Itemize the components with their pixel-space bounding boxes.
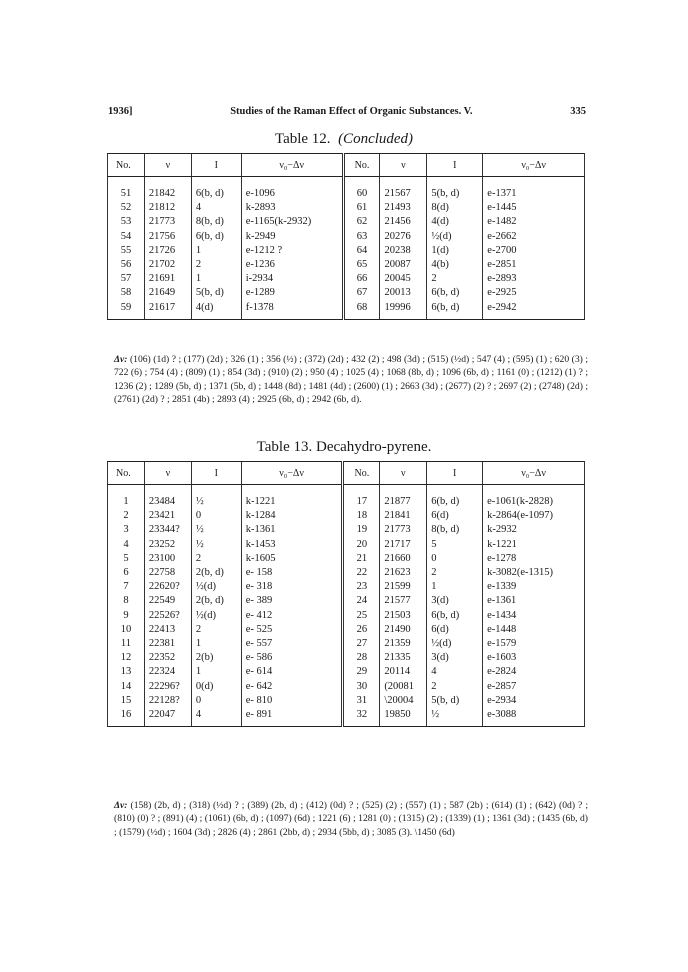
cell-no: 68 xyxy=(343,301,380,320)
table12-title: Table 12. (Concluded) xyxy=(274,131,414,147)
cell-intensity: 1 xyxy=(191,637,241,651)
cell-no: 1 xyxy=(108,495,145,509)
cell-no: 13 xyxy=(108,665,145,679)
cell-assignment: e- 891 xyxy=(241,708,343,727)
table-row xyxy=(108,680,585,694)
cell-intensity: 6(b, d) xyxy=(191,187,241,201)
cell-intensity: 2 xyxy=(427,272,483,286)
cell-no: 65 xyxy=(343,258,380,272)
cell-no: 26 xyxy=(343,623,380,637)
cell-nu: 22352 xyxy=(144,651,191,665)
cell-nu: 21756 xyxy=(144,230,191,244)
cell-no: 9 xyxy=(108,609,145,623)
table-row xyxy=(108,566,585,580)
cell-assignment: k-2932 xyxy=(483,523,585,537)
cell-no: 29 xyxy=(343,665,380,679)
cell-nu: 23421 xyxy=(144,509,191,523)
cell-nu: 21660 xyxy=(380,552,427,566)
table-row xyxy=(108,215,585,229)
cell-intensity: 2 xyxy=(427,566,483,580)
column-header-assignment: ν₀−Δν xyxy=(483,462,585,485)
cell-assignment: k-1221 xyxy=(241,495,343,509)
column-header-assignment: ν₀−Δν xyxy=(241,462,343,485)
cell-assignment: e- 642 xyxy=(241,680,343,694)
column-header-assignment: ν₀−Δν xyxy=(483,154,585,177)
cell-assignment: e-2857 xyxy=(483,680,585,694)
cell-intensity: 1 xyxy=(427,580,483,594)
cell-intensity: ½(d) xyxy=(427,637,483,651)
cell-no: 63 xyxy=(343,230,380,244)
running-head xyxy=(108,106,586,117)
column-header-no: No. xyxy=(343,154,380,177)
cell-assignment: e-2942 xyxy=(483,301,585,320)
table-row xyxy=(108,509,585,523)
cell-no: 56 xyxy=(108,258,145,272)
cell-intensity: 5(b, d) xyxy=(191,286,241,300)
table13-title: Table 13. Decahydro-pyrene. xyxy=(256,439,432,455)
cell-nu: 23344? xyxy=(144,523,191,537)
cell-nu: 20045 xyxy=(380,272,427,286)
cell-assignment: e-1236 xyxy=(241,258,343,272)
cell-no: 10 xyxy=(108,623,145,637)
cell-intensity: 1 xyxy=(191,244,241,258)
cell-assignment: i-2934 xyxy=(241,272,343,286)
cell-assignment: e-1061(k-2828) xyxy=(483,495,585,509)
cell-intensity: ½ xyxy=(191,495,241,509)
cell-no: 19 xyxy=(343,523,380,537)
cell-intensity: 6(b, d) xyxy=(191,230,241,244)
cell-nu: 22324 xyxy=(144,665,191,679)
cell-nu: 22620? xyxy=(144,580,191,594)
column-header-intensity: I xyxy=(191,154,241,177)
cell-intensity: 5(b, d) xyxy=(427,187,483,201)
cell-no: 32 xyxy=(343,708,380,727)
cell-no: 16 xyxy=(108,708,145,727)
cell-nu: 20276 xyxy=(380,230,427,244)
article-title: Studies of the Raman Effect of Organic Substances. V. xyxy=(230,106,473,117)
cell-nu: 20087 xyxy=(380,258,427,272)
column-header-intensity: I xyxy=(427,154,483,177)
cell-intensity: 6(b, d) xyxy=(427,301,483,320)
cell-intensity: 8(d) xyxy=(427,201,483,215)
column-header-nu: ν xyxy=(144,462,191,485)
cell-nu: 21691 xyxy=(144,272,191,286)
column-header-no: No. xyxy=(108,462,145,485)
table-row xyxy=(108,552,585,566)
table-row xyxy=(108,301,585,320)
cell-assignment: e- 525 xyxy=(241,623,343,637)
cell-nu: 20238 xyxy=(380,244,427,258)
cell-assignment: k-2949 xyxy=(241,230,343,244)
cell-nu: 21726 xyxy=(144,244,191,258)
cell-nu: 21842 xyxy=(144,187,191,201)
column-header-nu: ν xyxy=(380,154,427,177)
table12-notes: Δν: (106) (1d) ? ; (177) (2d) ; 326 (1) ; 356 (½) ; (372) (2d) ; 432 (2) ; 498 (3d) ; (515) (½d) ; 547 (4) ; (595) (1) ; 620 (3) ; 722 (6) ; 754 (4) ; (809) (1) ; 854 (3d) ; (910) (2) ; 950 (4) ; 1025 (4) ; 1068 (8b, d) ; 1096 (6b, d) ; 1161 (0) ; (1212) (1) ? ; 1236 (2) ; 1289 (5b, d) ; 1371 (5b, d) ; 1448 (8d) ; 1481 (4d) ; (2600) (1) ; 2663 (3d) ; (2677) (2) ? ; 2697 (2) ; (2748) (2d) ; (2761) (2d) ? ; 2851 (4b) ; 2893 (4) ; 2925 (6b, d) ; 2942 (6b, d). xyxy=(114,354,588,405)
cell-nu: 23252 xyxy=(144,538,191,552)
cell-nu: 22549 xyxy=(144,594,191,608)
cell-assignment: e- 586 xyxy=(241,651,343,665)
cell-intensity: 5 xyxy=(427,538,483,552)
column-header-assignment: ν₀−Δν xyxy=(241,154,343,177)
cell-nu: 21877 xyxy=(380,495,427,509)
cell-intensity: ½(d) xyxy=(191,609,241,623)
table12-header-row xyxy=(108,154,585,177)
cell-nu: 22128? xyxy=(144,694,191,708)
cell-no: 30 xyxy=(343,680,380,694)
cell-intensity: 6(d) xyxy=(427,509,483,523)
cell-intensity: 6(d) xyxy=(427,623,483,637)
cell-nu: 22413 xyxy=(144,623,191,637)
cell-assignment: e-2925 xyxy=(483,286,585,300)
cell-assignment: e-1339 xyxy=(483,580,585,594)
cell-nu: 21649 xyxy=(144,286,191,300)
cell-no: 55 xyxy=(108,244,145,258)
cell-intensity: ½(d) xyxy=(191,580,241,594)
cell-no: 23 xyxy=(343,580,380,594)
cell-no: 18 xyxy=(343,509,380,523)
cell-no: 14 xyxy=(108,680,145,694)
cell-nu: \20004 xyxy=(380,694,427,708)
table13 xyxy=(107,461,585,727)
cell-no: 12 xyxy=(108,651,145,665)
table-row xyxy=(108,694,585,708)
cell-intensity: 4(b) xyxy=(427,258,483,272)
cell-intensity: 2(b, d) xyxy=(191,566,241,580)
table-row xyxy=(108,523,585,537)
cell-assignment: e-1165(k-2932) xyxy=(241,215,343,229)
cell-assignment: e-1434 xyxy=(483,609,585,623)
cell-no: 61 xyxy=(343,201,380,215)
cell-intensity: 5(b, d) xyxy=(427,694,483,708)
table-row xyxy=(108,594,585,608)
cell-no: 20 xyxy=(343,538,380,552)
column-header-intensity: I xyxy=(191,462,241,485)
cell-nu: 19996 xyxy=(380,301,427,320)
table13-notes: Δν: (158) (2b, d) ; (318) (½d) ? ; (389) (2b, d) ; (412) (0d) ? ; (525) (2) ; (557) (1) ; 587 (2b) ; (614) (1) ; (642) (0d) ? ; (810) (0) ? ; (891) (4) ; (1061) (6b, d) ; (1097) (6d) ; 1221 (6) ; 1281 (0) ; (1315) (2) ; (1339) (1) ; 1361 (3d) ; (1435 (6b, d) ; (1579) (½d) ; 1604 (3d) ; 2826 (4) ; 2861 (2bb, d) ; 2934 (5bb, d) ; 3085 (3). \1450 (6d) xyxy=(114,800,588,838)
cell-no: 59 xyxy=(108,301,145,320)
cell-intensity: 0(d) xyxy=(191,680,241,694)
cell-intensity: 4(d) xyxy=(191,301,241,320)
cell-no: 2 xyxy=(108,509,145,523)
table13-header-row xyxy=(108,462,585,485)
cell-nu: 21567 xyxy=(380,187,427,201)
cell-nu: (20081 xyxy=(380,680,427,694)
cell-assignment: e-2934 xyxy=(483,694,585,708)
table-row xyxy=(108,651,585,665)
cell-nu: 21617 xyxy=(144,301,191,320)
cell-intensity: 3(d) xyxy=(427,651,483,665)
cell-assignment: e-1361 xyxy=(483,594,585,608)
table-row xyxy=(108,272,585,286)
cell-assignment: k-3082(e-1315) xyxy=(483,566,585,580)
cell-nu: 22526? xyxy=(144,609,191,623)
cell-no: 24 xyxy=(343,594,380,608)
cell-nu: 21812 xyxy=(144,201,191,215)
cell-assignment: e-2851 xyxy=(483,258,585,272)
cell-nu: 22047 xyxy=(144,708,191,727)
cell-nu: 20013 xyxy=(380,286,427,300)
cell-nu: 21493 xyxy=(380,201,427,215)
cell-no: 4 xyxy=(108,538,145,552)
cell-nu: 21773 xyxy=(380,523,427,537)
cell-no: 28 xyxy=(343,651,380,665)
cell-assignment: e-1448 xyxy=(483,623,585,637)
cell-intensity: ½ xyxy=(427,708,483,727)
cell-nu: 22381 xyxy=(144,637,191,651)
table-row xyxy=(108,708,585,727)
cell-nu: 21503 xyxy=(380,609,427,623)
cell-nu: 21599 xyxy=(380,580,427,594)
cell-nu: 19850 xyxy=(380,708,427,727)
cell-nu: 21335 xyxy=(380,651,427,665)
table-row xyxy=(108,609,585,623)
cell-assignment: e-1096 xyxy=(241,187,343,201)
cell-intensity: 1 xyxy=(191,665,241,679)
cell-assignment: e-1212 ? xyxy=(241,244,343,258)
volume-year: 1936] xyxy=(108,106,133,117)
cell-no: 15 xyxy=(108,694,145,708)
table-row xyxy=(108,637,585,651)
cell-nu: 21773 xyxy=(144,215,191,229)
cell-assignment: k-2864(e-1097) xyxy=(483,509,585,523)
cell-no: 3 xyxy=(108,523,145,537)
cell-no: 51 xyxy=(108,187,145,201)
cell-nu: 23100 xyxy=(144,552,191,566)
cell-assignment: k-1605 xyxy=(241,552,343,566)
cell-nu: 21456 xyxy=(380,215,427,229)
cell-no: 58 xyxy=(108,286,145,300)
cell-nu: 21841 xyxy=(380,509,427,523)
cell-intensity: 1(d) xyxy=(427,244,483,258)
table-row xyxy=(108,286,585,300)
cell-assignment: e-2893 xyxy=(483,272,585,286)
cell-no: 5 xyxy=(108,552,145,566)
cell-assignment: f-1378 xyxy=(241,301,343,320)
column-header-nu: ν xyxy=(380,462,427,485)
cell-no: 52 xyxy=(108,201,145,215)
cell-assignment: e- 158 xyxy=(241,566,343,580)
cell-assignment: e- 389 xyxy=(241,594,343,608)
cell-intensity: 2 xyxy=(191,258,241,272)
table-row xyxy=(108,201,585,215)
cell-intensity: 2(b, d) xyxy=(191,594,241,608)
cell-no: 22 xyxy=(343,566,380,580)
cell-assignment: e-1445 xyxy=(483,201,585,215)
cell-nu: 21702 xyxy=(144,258,191,272)
column-header-intensity: I xyxy=(427,462,483,485)
cell-nu: 21623 xyxy=(380,566,427,580)
cell-no: 17 xyxy=(343,495,380,509)
cell-nu: 20114 xyxy=(380,665,427,679)
column-header-no: No. xyxy=(343,462,380,485)
cell-nu: 21577 xyxy=(380,594,427,608)
cell-no: 21 xyxy=(343,552,380,566)
cell-no: 67 xyxy=(343,286,380,300)
cell-assignment: e- 810 xyxy=(241,694,343,708)
cell-intensity: 6(b, d) xyxy=(427,609,483,623)
cell-intensity: 0 xyxy=(191,509,241,523)
cell-assignment: e-2824 xyxy=(483,665,585,679)
cell-no: 60 xyxy=(343,187,380,201)
cell-intensity: 4 xyxy=(191,708,241,727)
cell-assignment: e-2662 xyxy=(483,230,585,244)
column-header-nu: ν xyxy=(144,154,191,177)
cell-assignment: k-1361 xyxy=(241,523,343,537)
cell-assignment: e-1603 xyxy=(483,651,585,665)
cell-assignment: e-1482 xyxy=(483,215,585,229)
cell-nu: 21359 xyxy=(380,637,427,651)
cell-nu: 22758 xyxy=(144,566,191,580)
cell-no: 11 xyxy=(108,637,145,651)
cell-intensity: ½ xyxy=(191,523,241,537)
table-row xyxy=(108,495,585,509)
cell-assignment: e- 412 xyxy=(241,609,343,623)
cell-nu: 21490 xyxy=(380,623,427,637)
cell-no: 66 xyxy=(343,272,380,286)
cell-no: 8 xyxy=(108,594,145,608)
cell-intensity: ½ xyxy=(191,538,241,552)
cell-intensity: 6(b, d) xyxy=(427,495,483,509)
cell-assignment: k-2893 xyxy=(241,201,343,215)
cell-no: 62 xyxy=(343,215,380,229)
table-row xyxy=(108,665,585,679)
cell-assignment: e-3088 xyxy=(483,708,585,727)
table-row xyxy=(108,623,585,637)
cell-no: 54 xyxy=(108,230,145,244)
cell-intensity: 2 xyxy=(191,623,241,637)
cell-intensity: 4(d) xyxy=(427,215,483,229)
cell-assignment: e-2700 xyxy=(483,244,585,258)
cell-no: 25 xyxy=(343,609,380,623)
cell-nu: 23484 xyxy=(144,495,191,509)
cell-no: 7 xyxy=(108,580,145,594)
cell-intensity: 0 xyxy=(191,694,241,708)
cell-intensity: 3(d) xyxy=(427,594,483,608)
column-header-no: No. xyxy=(108,154,145,177)
cell-intensity: 4 xyxy=(191,201,241,215)
cell-assignment: k-1453 xyxy=(241,538,343,552)
table-row xyxy=(108,538,585,552)
cell-intensity: 8(b, d) xyxy=(191,215,241,229)
table-row xyxy=(108,580,585,594)
cell-intensity: 6(b, d) xyxy=(427,286,483,300)
cell-assignment: e- 614 xyxy=(241,665,343,679)
page-number: 335 xyxy=(570,106,586,117)
cell-no: 53 xyxy=(108,215,145,229)
cell-nu: 21717 xyxy=(380,538,427,552)
table12 xyxy=(107,153,585,320)
cell-assignment: k-1221 xyxy=(483,538,585,552)
cell-assignment: e-1278 xyxy=(483,552,585,566)
cell-assignment: e-1579 xyxy=(483,637,585,651)
table-row xyxy=(108,244,585,258)
cell-intensity: 8(b, d) xyxy=(427,523,483,537)
cell-no: 57 xyxy=(108,272,145,286)
cell-intensity: 4 xyxy=(427,665,483,679)
cell-intensity: 2(b) xyxy=(191,651,241,665)
cell-no: 6 xyxy=(108,566,145,580)
cell-assignment: e- 318 xyxy=(241,580,343,594)
cell-intensity: 2 xyxy=(427,680,483,694)
cell-intensity: 2 xyxy=(191,552,241,566)
cell-intensity: 0 xyxy=(427,552,483,566)
cell-assignment: e- 557 xyxy=(241,637,343,651)
cell-intensity: 1 xyxy=(191,272,241,286)
table-row xyxy=(108,187,585,201)
table-row xyxy=(108,230,585,244)
cell-assignment: k-1284 xyxy=(241,509,343,523)
cell-no: 64 xyxy=(343,244,380,258)
table-row xyxy=(108,258,585,272)
cell-assignment: e-1371 xyxy=(483,187,585,201)
cell-intensity: ½(d) xyxy=(427,230,483,244)
cell-no: 27 xyxy=(343,637,380,651)
cell-no: 31 xyxy=(343,694,380,708)
cell-assignment: e-1289 xyxy=(241,286,343,300)
cell-nu: 22296? xyxy=(144,680,191,694)
